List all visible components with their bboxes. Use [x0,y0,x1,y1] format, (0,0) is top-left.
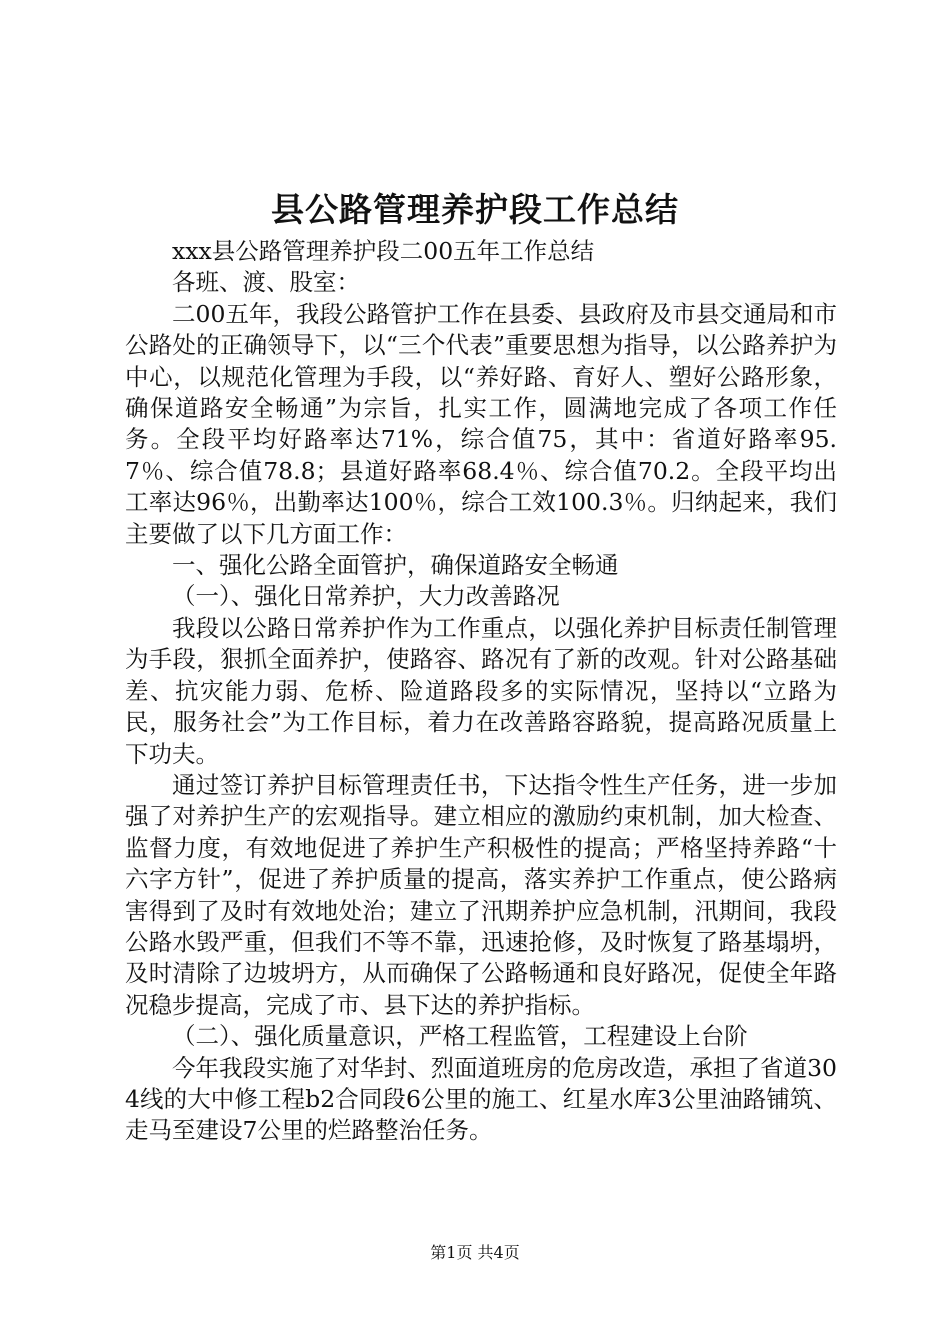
salutation-paragraph: 各班、渡、股室： [172,268,360,297]
page-number-footer: 第1页 共4页 [430,1243,520,1262]
body-paragraph: 我段以公路日常养护作为工作重点，以强化养护目标责任制管理为手段，狠抓全面养护，使路容、路况有了新的改观。针对公路基础差、抗灾能力弱、危桥、险道路段多的实际情况，坚持以“立路为民，服务社会”为工作目标，着力在改善路容路貌，提高路况质量上下功夫。 [125,613,837,768]
body-paragraph: 今年我段实施了对华封、烈面道班房的危房改造，承担了省道304线的大中修工程b2合同段6公里的施工、红星水库3公里油路铺筑、走马至建设7公里的烂路整治任务。 [125,1053,837,1145]
intro-paragraph: 二00五年，我段公路管护工作在县委、县政府及市县交通局和市公路处的正确领导下，以“三个代表”重要思想为指导，以公路养护为中心，以规范化管理为手段，以“养好路、育好人、塑好公路形象，确保道路安全畅通”为宗旨，扎实工作，圆满地完成了各项工作任务。全段平均好路率达71%，综合值75，其中：省道好路率95.7％、综合值78.8；县道好路率68.4％、综合值70.2。全段平均出工率达96％，出勤率达100％，综合工效100.3％。归纳起来，我们主要做了以下几方面工作： [125,299,837,548]
body-paragraph: 通过签订养护目标管理责任书，下达指令性生产任务，进一步加强了对养护生产的宏观指导。建立相应的激励约束机制，加大检查、监督力度，有效地促进了养护生产积极性的提高；严格坚持养路“十六字方针”，促进了养护质量的提高，落实养护工作重点，使公路病害得到了及时有效地处治；建立了汛期养护应急机制，汛期间，我段公路水毁严重，但我们不等不靠，迅速抢修，及时恢复了路基塌坍，及时清除了边坡坍方，从而确保了公路畅通和良好路况，促使全年路况稳步提高，完成了市、县下达的养护指标。 [125,770,837,1019]
subtitle-paragraph: xxx县公路管理养护段二00五年工作总结 [172,237,595,265]
subsection-heading-2: （二）、强化质量意识，严格工程监管，工程建设上台阶 [172,1022,748,1051]
subsection-heading-1: （一）、强化日常养护，大力改善路况 [172,582,560,611]
section-heading-1: 一、强化公路全面管护，确保道路安全畅通 [172,551,619,580]
document-title: 县公路管理养护段工作总结 [271,190,679,229]
document-body [125,236,837,1147]
